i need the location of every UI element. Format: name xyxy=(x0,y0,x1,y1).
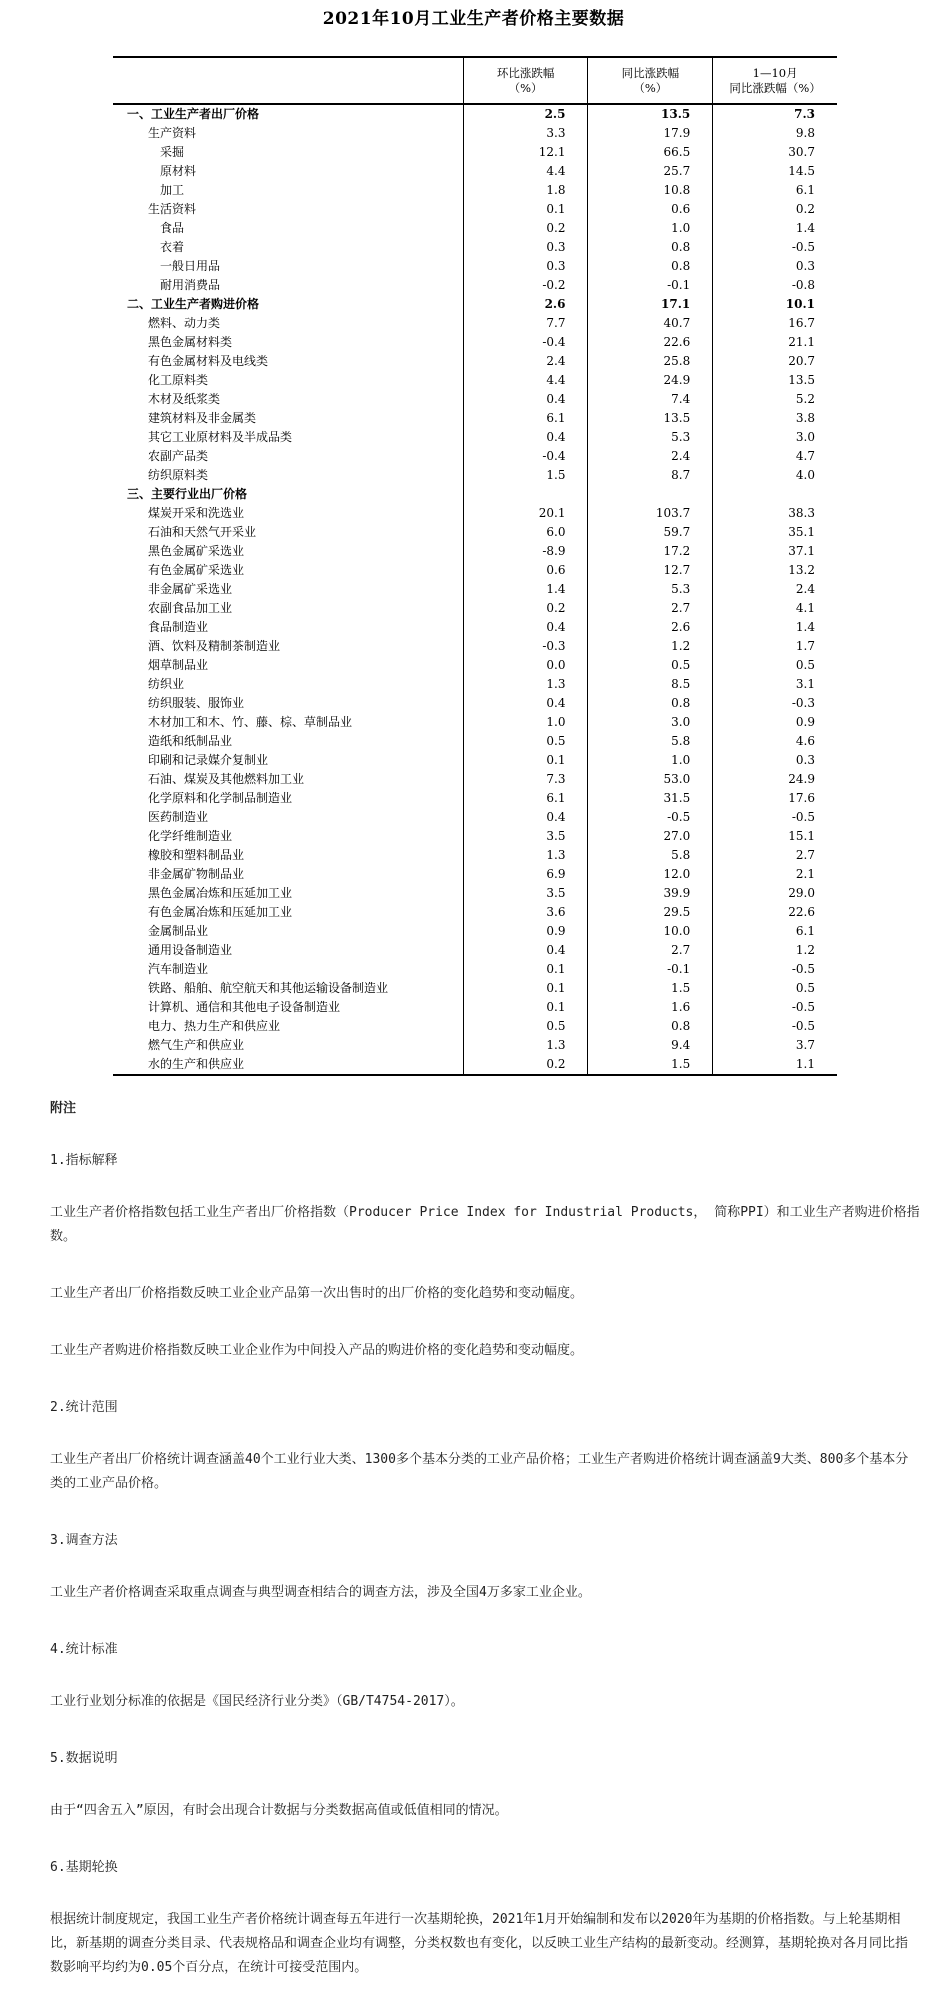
row-name: 石油、煤炭及其他燃料加工业 xyxy=(148,772,305,786)
row-yoy-value: 17.2 xyxy=(588,542,713,561)
row-mom-value: 1.3 xyxy=(463,1036,588,1055)
row-name: 耐用消费品 xyxy=(160,278,221,292)
row-name: 黑色金属矿采选业 xyxy=(148,544,245,558)
table-row xyxy=(113,409,837,428)
table-row xyxy=(113,295,837,314)
table-row xyxy=(113,504,837,523)
row-ytd-value: 21.1 xyxy=(713,333,837,352)
row-ytd-value: 3.1 xyxy=(713,675,837,694)
row-mom-value: 0.5 xyxy=(463,732,588,751)
row-name: 化学原料和化学制品制造业 xyxy=(148,791,293,805)
row-yoy-value: 59.7 xyxy=(588,523,713,542)
notes-section-title: 3.调查方法 xyxy=(50,1533,118,1548)
row-yoy-value: 66.5 xyxy=(588,143,713,162)
column-header-mom xyxy=(463,57,588,104)
row-ytd-value: 38.3 xyxy=(713,504,837,523)
row-yoy-value: 10.0 xyxy=(588,922,713,941)
row-mom-value: 0.1 xyxy=(463,200,588,219)
row-yoy-value: 0.8 xyxy=(588,238,713,257)
row-yoy-value: 1.0 xyxy=(588,219,713,238)
column-header-item xyxy=(113,57,463,104)
row-mom-value: 0.3 xyxy=(463,238,588,257)
row-name: 原材料 xyxy=(160,164,197,178)
row-ytd-value: 4.6 xyxy=(713,732,837,751)
row-name: 水的生产和供应业 xyxy=(113,1055,463,1075)
row-name: 二、工业生产者购进价格 xyxy=(127,297,260,311)
row-ytd-value: 0.3 xyxy=(713,257,837,276)
row-name: 烟草制品业 xyxy=(148,658,209,672)
row-mom-value: 4.4 xyxy=(463,162,588,181)
row-mom-value: 0.5 xyxy=(463,1017,588,1036)
table-row xyxy=(113,808,837,827)
row-yoy-value: 0.8 xyxy=(588,694,713,713)
row-yoy-value: 5.3 xyxy=(588,580,713,599)
table-row xyxy=(113,694,837,713)
row-name: 电力、热力生产和供应业 xyxy=(148,1019,281,1033)
row-ytd-value: -0.5 xyxy=(713,808,837,827)
row-yoy-value: 0.8 xyxy=(588,257,713,276)
row-name: 食品 xyxy=(160,221,185,235)
row-yoy-value: 0.6 xyxy=(588,200,713,219)
row-ytd-value: 9.8 xyxy=(713,124,837,143)
row-ytd-value: 16.7 xyxy=(713,314,837,333)
row-yoy-value: 13.5 xyxy=(588,104,713,124)
row-ytd-value: 1.7 xyxy=(713,637,837,656)
row-mom-value: 0.2 xyxy=(463,1055,588,1075)
row-yoy-value: 1.5 xyxy=(588,979,713,998)
row-name: 三、主要行业出厂价格 xyxy=(127,487,248,501)
row-mom-value: 1.4 xyxy=(463,580,588,599)
notes-section-title: 5.数据说明 xyxy=(50,1751,118,1766)
row-yoy-value: 3.0 xyxy=(588,713,713,732)
row-mom-value: 0.4 xyxy=(463,390,588,409)
column-header-ytd xyxy=(713,57,837,104)
table-row xyxy=(113,846,837,865)
row-name: 金属制品业 xyxy=(148,924,209,938)
row-yoy-value: 12.7 xyxy=(588,561,713,580)
table-row xyxy=(113,561,837,580)
row-mom-value: 1.3 xyxy=(463,675,588,694)
table-row xyxy=(113,656,837,675)
row-ytd-value: 29.0 xyxy=(713,884,837,903)
row-name: 衣着 xyxy=(160,240,185,254)
table-row xyxy=(113,257,837,276)
notes-paragraph: 工业生产者购进价格指数反映工业企业作为中间投入产品的购进价格的变化趋势和变动幅度。 xyxy=(50,1343,584,1358)
row-yoy-value: 25.7 xyxy=(588,162,713,181)
table-header-row xyxy=(113,57,837,104)
row-ytd-value: -0.8 xyxy=(713,276,837,295)
row-name: 通用设备制造业 xyxy=(148,943,233,957)
row-ytd-value: 15.1 xyxy=(713,827,837,846)
table-row xyxy=(113,580,837,599)
table-row xyxy=(113,124,837,143)
row-name: 黑色金属材料类 xyxy=(148,335,233,349)
row-yoy-value: 1.2 xyxy=(588,637,713,656)
column-header-line: 环比涨跌幅 xyxy=(496,65,555,80)
table-row xyxy=(113,599,837,618)
row-mom-value: 3.5 xyxy=(463,827,588,846)
table-row xyxy=(113,884,837,903)
row-ytd-value: 24.9 xyxy=(713,770,837,789)
row-name: 生活资料 xyxy=(148,202,197,216)
row-yoy-value: 17.1 xyxy=(588,295,713,314)
row-mom-value: 6.9 xyxy=(463,865,588,884)
row-mom-value: 0.4 xyxy=(463,428,588,447)
row-mom-value: 3.3 xyxy=(463,124,588,143)
row-ytd-value: 2.4 xyxy=(713,580,837,599)
notes-paragraph: 工业行业划分标准的依据是《国民经济行业分类》（GB/T4754-2017）。 xyxy=(50,1694,464,1709)
row-ytd-value: 1.4 xyxy=(713,618,837,637)
row-yoy-value: 2.4 xyxy=(588,447,713,466)
row-name: 纺织业 xyxy=(148,677,185,691)
row-name: 加工 xyxy=(160,183,185,197)
ppi-table xyxy=(113,56,837,1076)
table-row xyxy=(113,1055,837,1075)
row-name: 非金属矿物制品业 xyxy=(148,867,245,881)
row-ytd-value: 37.1 xyxy=(713,542,837,561)
row-name: 食品制造业 xyxy=(148,620,209,634)
row-ytd-value: 3.8 xyxy=(713,409,837,428)
table-row xyxy=(113,352,837,371)
row-mom-value: 12.1 xyxy=(463,143,588,162)
table-row xyxy=(113,618,837,637)
row-mom-value: 3.5 xyxy=(463,884,588,903)
row-ytd-value: 13.5 xyxy=(713,371,837,390)
row-name: 采掘 xyxy=(160,145,185,159)
row-yoy-value: 2.7 xyxy=(588,599,713,618)
row-ytd-value: 0.9 xyxy=(713,713,837,732)
notes-paragraph: 由于“四舍五入”原因，有时会出现合计数据与分类数据高值或低值相同的情况。 xyxy=(50,1803,508,1818)
column-header-line: 同比涨跌幅 xyxy=(621,65,680,80)
row-yoy-value: 7.4 xyxy=(588,390,713,409)
row-yoy-value: 13.5 xyxy=(588,409,713,428)
row-yoy-value: 0.8 xyxy=(588,1017,713,1036)
column-header-line: 1—10月 xyxy=(752,65,798,80)
table-row xyxy=(113,523,837,542)
row-mom-value: 6.0 xyxy=(463,523,588,542)
row-yoy-value: 1.6 xyxy=(588,998,713,1017)
row-mom-value: 0.4 xyxy=(463,808,588,827)
table-row xyxy=(113,219,837,238)
row-name: 有色金属冶炼和压延加工业 xyxy=(148,905,293,919)
row-mom-value: -0.2 xyxy=(463,276,588,295)
table-row xyxy=(113,143,837,162)
row-yoy-value: 39.9 xyxy=(588,884,713,903)
row-mom-value: 3.6 xyxy=(463,903,588,922)
table-row xyxy=(113,181,837,200)
table-row xyxy=(113,922,837,941)
table-row xyxy=(113,979,837,998)
row-ytd-value: -0.5 xyxy=(713,238,837,257)
table-row xyxy=(113,789,837,808)
table-row xyxy=(113,485,837,504)
row-yoy-value: 1.0 xyxy=(588,751,713,770)
row-mom-value: 0.0 xyxy=(463,656,588,675)
row-ytd-value: -0.5 xyxy=(713,998,837,1017)
row-mom-value: 0.1 xyxy=(463,960,588,979)
row-name: 农副食品加工业 xyxy=(148,601,233,615)
row-yoy-value: 31.5 xyxy=(588,789,713,808)
table-row xyxy=(113,770,837,789)
row-yoy-value: 5.8 xyxy=(588,732,713,751)
row-ytd-value: 35.1 xyxy=(713,523,837,542)
table-row xyxy=(113,1036,837,1055)
row-name: 纺织原料类 xyxy=(148,468,209,482)
row-name: 印刷和记录媒介复制业 xyxy=(148,753,269,767)
row-mom-value: 0.4 xyxy=(463,941,588,960)
row-mom-value: 0.1 xyxy=(463,751,588,770)
row-yoy-value: 53.0 xyxy=(588,770,713,789)
row-name: 木材加工和木、竹、藤、棕、草制品业 xyxy=(148,715,353,729)
row-mom-value: 0.1 xyxy=(463,979,588,998)
row-mom-value: 1.5 xyxy=(463,466,588,485)
row-name: 有色金属矿采选业 xyxy=(148,563,245,577)
row-name: 一般日用品 xyxy=(160,259,221,273)
table-row xyxy=(113,675,837,694)
row-ytd-value: 1.1 xyxy=(713,1055,837,1075)
row-mom-value: 0.9 xyxy=(463,922,588,941)
row-ytd-value: 4.1 xyxy=(713,599,837,618)
table-row xyxy=(113,371,837,390)
table-row xyxy=(113,447,837,466)
table-row xyxy=(113,333,837,352)
table-row xyxy=(113,104,837,124)
row-yoy-value: 0.5 xyxy=(588,656,713,675)
row-mom-value xyxy=(463,485,588,504)
table-row xyxy=(113,390,837,409)
row-mom-value: 0.6 xyxy=(463,561,588,580)
table-row xyxy=(113,466,837,485)
row-yoy-value: 17.9 xyxy=(588,124,713,143)
row-yoy-value: 5.3 xyxy=(588,428,713,447)
row-yoy-value: 2.7 xyxy=(588,941,713,960)
row-name: 汽车制造业 xyxy=(148,962,209,976)
row-name: 木材及纸浆类 xyxy=(148,392,221,406)
notes-paragraph: 工业生产者出厂价格统计调查涵盖40个工业行业大类、1300多个基本分类的工业产品价格；工业生产者购进价格统计调查涵盖9大类、800多个基本分类的工业产品价格。 xyxy=(50,1452,909,1491)
row-ytd-value: -0.3 xyxy=(713,694,837,713)
row-name: 其它工业原材料及半成品类 xyxy=(148,430,293,444)
notes-paragraph: 工业生产者价格指数包括工业生产者出厂价格指数（Producer Price Index for Industrial Products， 简称PPI）和工业生产者购进价格指数。 xyxy=(50,1205,920,1244)
table-row xyxy=(113,865,837,884)
table-row xyxy=(113,200,837,219)
table-row xyxy=(113,713,837,732)
row-ytd-value: 14.5 xyxy=(713,162,837,181)
row-mom-value: -0.4 xyxy=(463,447,588,466)
column-header-line: 同比涨跌幅（%） xyxy=(729,80,821,95)
row-name: 燃料、动力类 xyxy=(148,316,221,330)
row-ytd-value: 22.6 xyxy=(713,903,837,922)
notes-paragraph: 根据统计制度规定，我国工业生产者价格统计调查每五年进行一次基期轮换，2021年1月开始编制和发布以2020年为基期的价格指数。与上轮基期相比，新基期的调查分类目录、代表规格品和调查企业均有调整，分类权数也有变化，以反映工业生产结构的最新变动。经测算，基期轮换对各月同比指数影响平均约为0.05个百分点，在统计可接受范围内。 xyxy=(50,1912,909,1975)
row-name: 农副产品类 xyxy=(148,449,209,463)
table-row xyxy=(113,751,837,770)
row-ytd-value: -0.5 xyxy=(713,960,837,979)
row-name: 铁路、船舶、航空航天和其他运输设备制造业 xyxy=(148,981,389,995)
row-mom-value: 20.1 xyxy=(463,504,588,523)
row-ytd-value: 7.3 xyxy=(713,104,837,124)
row-yoy-value: 25.8 xyxy=(588,352,713,371)
row-mom-value: 2.6 xyxy=(463,295,588,314)
table-row xyxy=(113,238,837,257)
notes-section-title: 6.基期轮换 xyxy=(50,1860,118,1875)
row-ytd-value: 1.4 xyxy=(713,219,837,238)
notes-paragraph: 工业生产者出厂价格指数反映工业企业产品第一次出售时的出厂价格的变化趋势和变动幅度。 xyxy=(50,1286,584,1301)
row-name: 黑色金属冶炼和压延加工业 xyxy=(148,886,293,900)
row-mom-value: -0.4 xyxy=(463,333,588,352)
row-yoy-value: 8.5 xyxy=(588,675,713,694)
row-yoy-value: 10.8 xyxy=(588,181,713,200)
row-ytd-value xyxy=(713,485,837,504)
row-yoy-value: -0.1 xyxy=(588,960,713,979)
table-row xyxy=(113,542,837,561)
row-yoy-value: 27.0 xyxy=(588,827,713,846)
row-mom-value: 4.4 xyxy=(463,371,588,390)
row-mom-value: 1.0 xyxy=(463,713,588,732)
notes-paragraph: 工业生产者价格调查采取重点调查与典型调查相结合的调查方法，涉及全国4万多家工业企业。 xyxy=(50,1585,591,1600)
row-yoy-value: 5.8 xyxy=(588,846,713,865)
row-ytd-value: 3.0 xyxy=(713,428,837,447)
table-row xyxy=(113,998,837,1017)
row-ytd-value: 4.7 xyxy=(713,447,837,466)
notes-heading: 附注 xyxy=(50,1101,77,1116)
row-ytd-value: 0.2 xyxy=(713,200,837,219)
row-yoy-value: -0.1 xyxy=(588,276,713,295)
row-yoy-value: 40.7 xyxy=(588,314,713,333)
row-mom-value: 0.4 xyxy=(463,618,588,637)
row-ytd-value: 30.7 xyxy=(713,143,837,162)
row-yoy-value: 1.5 xyxy=(588,1055,713,1075)
column-header-line: （%） xyxy=(508,80,543,95)
row-yoy-value: 9.4 xyxy=(588,1036,713,1055)
row-ytd-value: 13.2 xyxy=(713,561,837,580)
row-name: 医药制造业 xyxy=(148,810,209,824)
row-ytd-value: 2.1 xyxy=(713,865,837,884)
notes-section-title: 1.指标解释 xyxy=(50,1153,118,1168)
row-yoy-value: 29.5 xyxy=(588,903,713,922)
table-row xyxy=(113,732,837,751)
row-mom-value: 1.3 xyxy=(463,846,588,865)
row-ytd-value: 4.0 xyxy=(713,466,837,485)
table-row xyxy=(113,903,837,922)
row-mom-value: 6.1 xyxy=(463,409,588,428)
row-ytd-value: 3.7 xyxy=(713,1036,837,1055)
row-name: 非金属矿采选业 xyxy=(148,582,233,596)
row-ytd-value: 2.7 xyxy=(713,846,837,865)
table-row xyxy=(113,827,837,846)
row-mom-value: 0.4 xyxy=(463,694,588,713)
row-ytd-value: 20.7 xyxy=(713,352,837,371)
row-name: 计算机、通信和其他电子设备制造业 xyxy=(148,1000,341,1014)
row-mom-value: 7.7 xyxy=(463,314,588,333)
row-name: 造纸和纸制品业 xyxy=(148,734,233,748)
row-name: 橡胶和塑料制品业 xyxy=(148,848,245,862)
row-ytd-value: 0.5 xyxy=(713,979,837,998)
table-row xyxy=(113,941,837,960)
table-row xyxy=(113,960,837,979)
table-body xyxy=(113,104,837,1075)
row-name: 建筑材料及非金属类 xyxy=(148,411,257,425)
row-yoy-value: 12.0 xyxy=(588,865,713,884)
row-ytd-value: 0.3 xyxy=(713,751,837,770)
row-ytd-value: -0.5 xyxy=(713,1017,837,1036)
row-yoy-value: 103.7 xyxy=(588,504,713,523)
column-header-line: （%） xyxy=(633,80,668,95)
column-header-yoy xyxy=(588,57,713,104)
row-mom-value: 0.2 xyxy=(463,599,588,618)
table-row xyxy=(113,314,837,333)
row-mom-value: -8.9 xyxy=(463,542,588,561)
row-mom-value: 0.2 xyxy=(463,219,588,238)
row-ytd-value: 5.2 xyxy=(713,390,837,409)
table-row xyxy=(113,162,837,181)
row-name: 煤炭开采和洗选业 xyxy=(148,506,245,520)
row-ytd-value: 6.1 xyxy=(713,922,837,941)
row-ytd-value: 1.2 xyxy=(713,941,837,960)
row-ytd-value: 17.6 xyxy=(713,789,837,808)
row-mom-value: 1.8 xyxy=(463,181,588,200)
row-mom-value: 2.4 xyxy=(463,352,588,371)
row-yoy-value: 2.6 xyxy=(588,618,713,637)
row-ytd-value: 10.1 xyxy=(713,295,837,314)
row-name: 有色金属材料及电线类 xyxy=(148,354,269,368)
notes-section-title: 4.统计标准 xyxy=(50,1642,118,1657)
table-row xyxy=(113,428,837,447)
row-name: 化工原料类 xyxy=(148,373,209,387)
row-mom-value: 7.3 xyxy=(463,770,588,789)
row-yoy-value: 8.7 xyxy=(588,466,713,485)
row-mom-value: -0.3 xyxy=(463,637,588,656)
row-mom-value: 2.5 xyxy=(463,104,588,124)
row-yoy-value xyxy=(588,485,713,504)
row-name: 化学纤维制造业 xyxy=(148,829,233,843)
row-yoy-value: 22.6 xyxy=(588,333,713,352)
row-name: 石油和天然气开采业 xyxy=(148,525,257,539)
row-name: 酒、饮料及精制茶制造业 xyxy=(148,639,281,653)
page-title: 2021年10月工业生产者价格主要数据 xyxy=(322,9,625,29)
row-mom-value: 0.3 xyxy=(463,257,588,276)
table-row xyxy=(113,276,837,295)
row-name: 一、工业生产者出厂价格 xyxy=(127,107,260,121)
row-yoy-value: 24.9 xyxy=(588,371,713,390)
row-mom-value: 0.1 xyxy=(463,998,588,1017)
notes-section xyxy=(50,1097,920,2013)
row-ytd-value: 0.5 xyxy=(713,656,837,675)
table-row xyxy=(113,637,837,656)
row-name: 燃气生产和供应业 xyxy=(148,1038,245,1052)
row-name: 生产资料 xyxy=(148,126,197,140)
row-name: 纺织服装、服饰业 xyxy=(148,696,245,710)
table-row xyxy=(113,1017,837,1036)
row-ytd-value: 6.1 xyxy=(713,181,837,200)
row-mom-value: 6.1 xyxy=(463,789,588,808)
notes-section-title: 2.统计范围 xyxy=(50,1400,118,1415)
row-yoy-value: -0.5 xyxy=(588,808,713,827)
